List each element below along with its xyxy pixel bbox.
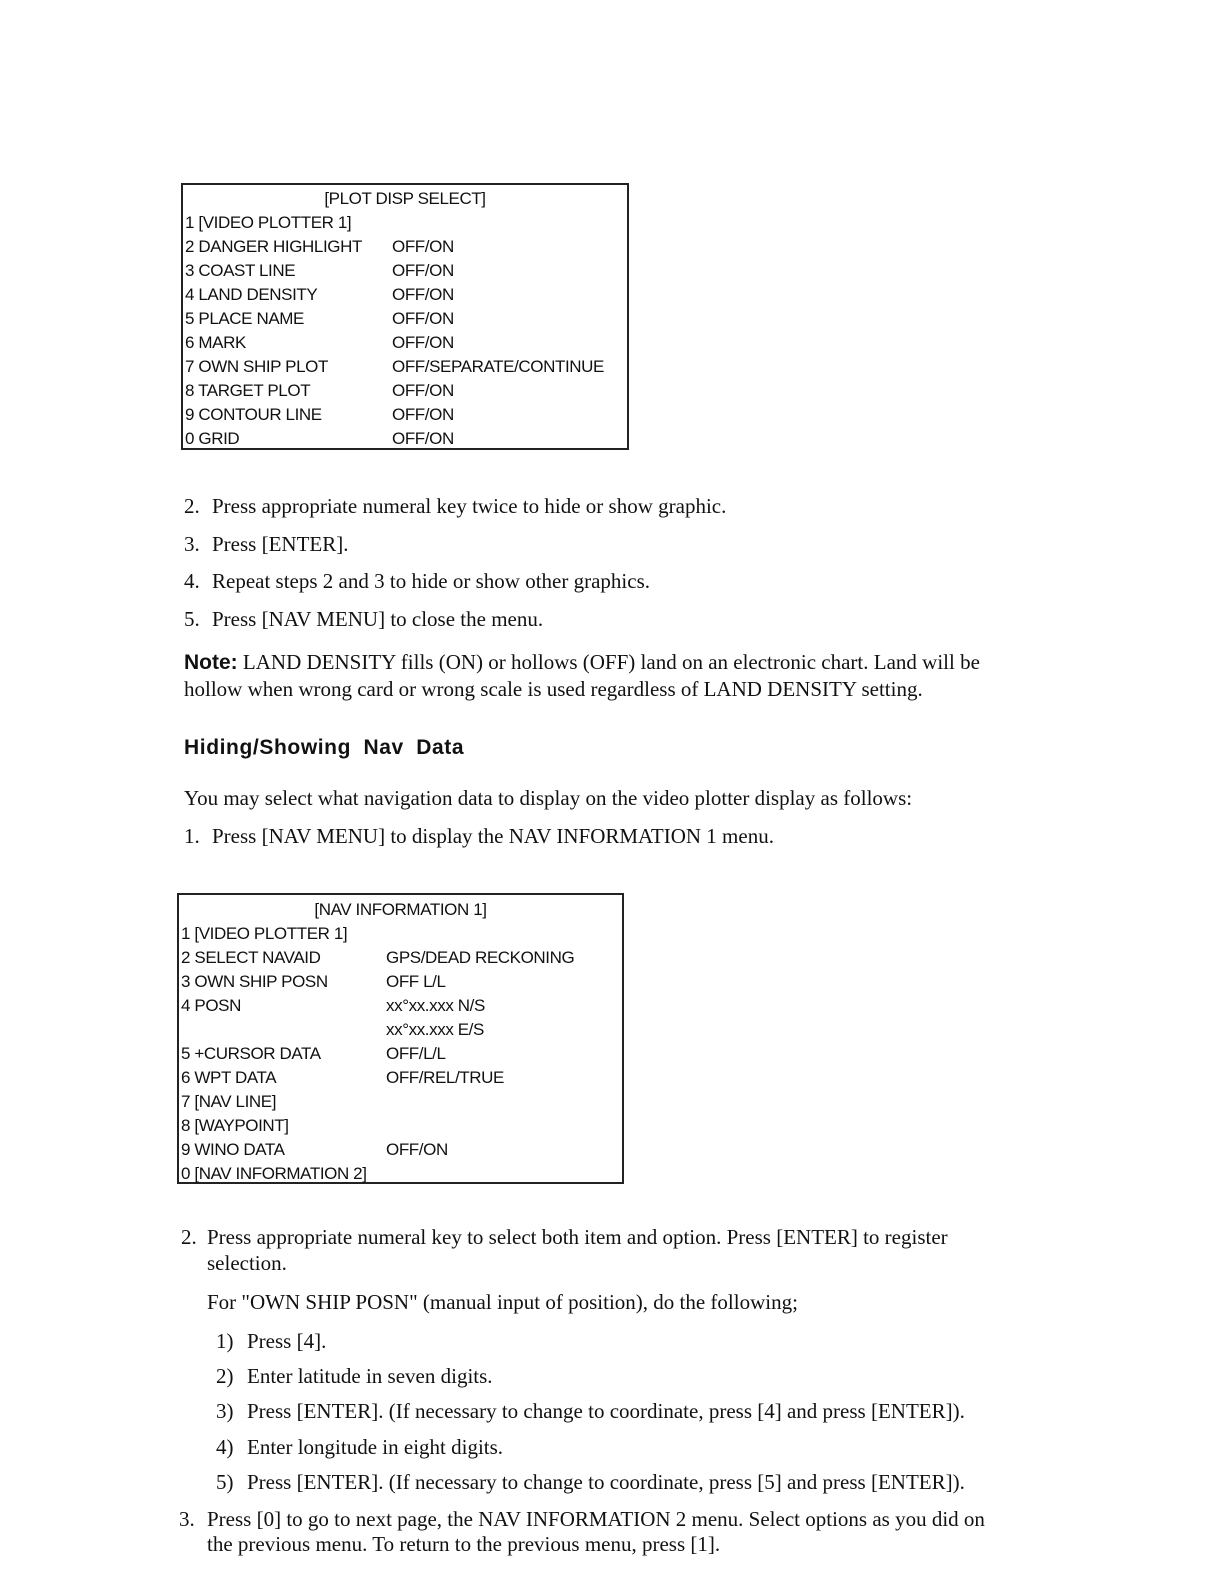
section-heading: Hiding/Showing Nav Data [184, 736, 465, 759]
menu-item: 8 TARGET PLOT [185, 381, 311, 400]
menu-row [183, 283, 627, 307]
menu-row [183, 307, 627, 331]
step-text: Press appropriate numeral key to select both item and option. Press [ENTER] to register [207, 1225, 948, 1249]
menu-item: 0 GRID [185, 429, 240, 448]
menu-item: 9 WINO DATA [181, 1140, 285, 1159]
menu-item: 1 [VIDEO PLOTTER 1] [181, 924, 348, 943]
menu-row [179, 922, 622, 946]
menu-value: OFF/ON [392, 261, 454, 280]
substep-number: 5) [216, 1470, 234, 1494]
menu-value: OFF/L/L [386, 1044, 446, 1063]
menu-value: OFF/ON [392, 309, 454, 328]
menu-item: 9 CONTOUR LINE [185, 405, 322, 424]
menu-row [179, 970, 622, 994]
step-text: selection. [207, 1251, 287, 1275]
menu-value: OFF/ON [392, 405, 454, 424]
step-number: 3. [179, 1507, 195, 1531]
menu-item: 5 +CURSOR DATA [181, 1044, 321, 1063]
menu-value: OFF L/L [386, 972, 446, 991]
step-text: Press appropriate numeral key twice to hide or show graphic. [212, 494, 727, 518]
substep-text: Press [ENTER]. (If necessary to change to coordinate, press [4] and press [ENTER]). [247, 1399, 965, 1423]
menu-value: OFF/SEPARATE/CONTINUE [392, 357, 604, 376]
menu-row [179, 1090, 622, 1114]
menu-item: 4 POSN [181, 996, 241, 1015]
menu-item: 0 [NAV INFORMATION 2] [181, 1164, 367, 1183]
step-number: 2. [181, 1225, 197, 1249]
step-number: 5. [184, 607, 200, 631]
menu-row [179, 1042, 622, 1066]
step-number: 3. [184, 532, 200, 556]
menu-row [183, 259, 627, 283]
step-text: Press [NAV MENU] to close the menu. [212, 607, 544, 631]
menu-title: [NAV INFORMATION 1] [314, 900, 487, 919]
menu-item: 3 OWN SHIP POSN [181, 972, 328, 991]
substep-text: Press [ENTER]. (If necessary to change to coordinate, press [5] and press [ENTER]). [247, 1470, 965, 1494]
substep-number: 1) [216, 1329, 234, 1353]
menu-value: GPS/DEAD RECKONING [386, 948, 575, 967]
step-text: the previous menu. To return to the previous menu, press [1]. [207, 1532, 721, 1556]
menu-item: 7 [NAV LINE] [181, 1092, 277, 1111]
menu-item: 8 [WAYPOINT] [181, 1116, 289, 1135]
step-text: Press [ENTER]. [212, 532, 349, 556]
menu-value: xx°xx.xxx E/S [386, 1020, 484, 1039]
menu-item: 6 WPT DATA [181, 1068, 277, 1087]
menu-row [179, 1114, 622, 1138]
menu-item: 1 [VIDEO PLOTTER 1] [185, 213, 352, 232]
menu-row [183, 355, 627, 379]
menu-row [183, 427, 627, 451]
menu-row [179, 946, 622, 970]
substep-number: 3) [216, 1399, 234, 1423]
menu-row [179, 1138, 622, 1162]
menu-item: 5 PLACE NAME [185, 309, 304, 328]
step-number: 4. [184, 569, 200, 593]
step-text: Press [NAV MENU] to display the NAV INFORMATION 1 menu. [212, 824, 774, 848]
substep-number: 2) [216, 1364, 234, 1388]
menu-row [183, 235, 627, 259]
menu-item: 2 SELECT NAVAID [181, 948, 321, 967]
menu-row [179, 1066, 622, 1090]
step-text: Press [0] to go to next page, the NAV INFORMATION 2 menu. Select options as you did on [207, 1507, 985, 1531]
note-label: Note: [184, 651, 238, 674]
menu-row [179, 1018, 622, 1042]
step-number: 1. [184, 824, 200, 848]
menu-value: OFF/ON [392, 285, 454, 304]
step-number: 2. [184, 494, 200, 518]
plot-disp-select-menu [181, 183, 629, 450]
note-line: LAND DENSITY fills (ON) or hollows (OFF) land on an electronic chart. Land will be [242, 650, 980, 674]
substep-text: Enter latitude in seven digits. [247, 1364, 493, 1388]
note-paragraph [184, 649, 1104, 702]
menu-row [183, 211, 627, 235]
menu-row [183, 331, 627, 355]
menu-value: OFF/ON [386, 1140, 448, 1159]
note-line: hollow when wrong card or wrong scale is used regardless of LAND DENSITY setting. [184, 677, 923, 701]
substep-text: Press [4]. [247, 1329, 327, 1353]
nav-information-menu [177, 893, 624, 1184]
menu-value: OFF/ON [392, 381, 454, 400]
substep-number: 4) [216, 1435, 234, 1459]
menu-value: OFF/REL/TRUE [386, 1068, 504, 1087]
menu-row [179, 994, 622, 1018]
intro-text: You may select what navigation data to display on the video plotter display as follows: [184, 786, 913, 810]
menu-item [181, 1018, 386, 1042]
menu-row [179, 1162, 622, 1186]
step-text: Repeat steps 2 and 3 to hide or show other graphics. [212, 569, 650, 593]
instruction-text: For "OWN SHIP POSN" (manual input of position), do the following; [207, 1290, 798, 1314]
menu-value: xx°xx.xxx N/S [386, 996, 485, 1015]
menu-value: OFF/ON [392, 333, 454, 352]
menu-item: 7 OWN SHIP PLOT [185, 357, 328, 376]
menu-item: 2 DANGER HIGHLIGHT [185, 237, 362, 256]
menu-row [183, 403, 627, 427]
menu-item: 6 MARK [185, 333, 246, 352]
menu-item: 4 LAND DENSITY [185, 285, 318, 304]
menu-row [183, 379, 627, 403]
menu-item: 3 COAST LINE [185, 261, 296, 280]
menu-value: OFF/ON [392, 237, 454, 256]
menu-value: OFF/ON [392, 429, 454, 448]
menu-title: [PLOT DISP SELECT] [324, 189, 486, 208]
substep-text: Enter longitude in eight digits. [247, 1435, 504, 1459]
